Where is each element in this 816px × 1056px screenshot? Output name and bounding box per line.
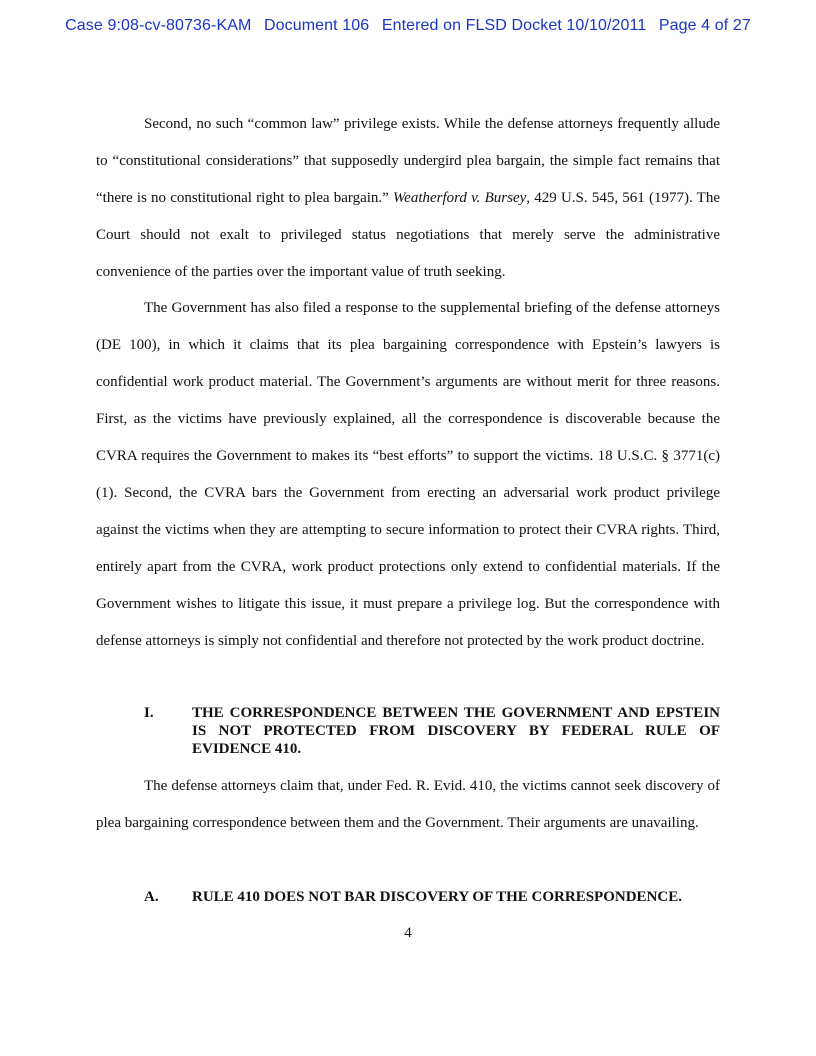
case-citation: Weatherford v. Bursey <box>393 190 527 206</box>
docket-header <box>0 17 816 35</box>
case-number: Case 9:08-cv-80736-KAM <box>65 17 252 34</box>
section-number: I. <box>144 705 154 721</box>
page-number: 4 <box>404 925 412 941</box>
document-number: Document 106 <box>264 17 370 34</box>
paragraph-text: Second, no such “common law” privilege exists. While the defense attorneys frequently allude to “constitutional considerations” that supposedly undergird plea bargain, the simple fact remains that “there is no constitutional right to plea bargain.” <box>96 116 720 206</box>
subsection-letter: A. <box>144 889 159 905</box>
subsection-title: RULE 410 DOES NOT BAR DISCOVERY OF THE CORRESPONDENCE. <box>192 889 682 905</box>
paragraph-government-response: The Government has also filed a response to the supplemental briefing of the defense attorneys (DE 100), in which it claims that its plea bargaining correspondence with Epstein’s lawyers is confidential work product material. The Government’s arguments are without merit for three reasons. First, as the victims have previously explained, all the correspondence is discoverable because the CVRA requires the Government to makes its “best efforts” to support the victims. 18 U.S.C. § 3771(c)(1). Second, the CVRA bars the Government from erecting an adversarial work product privilege against the victims when they are attempting to secure information to protect their CVRA rights. Third, entirely apart from the CVRA, work product protections only extend to confidential materials. If the Government wishes to litigate this issue, it must prepare a privilege log. But the correspondence with defense attorneys is simply not confidential and therefore not protected by the work product doctrine. <box>96 300 720 649</box>
paragraph-text: , 429 U.S. 545, 561 (1977). The Court should not exalt to privileged status negotiations that merely serve the administrative convenience of the parties over the important value of truth seeking. <box>96 190 720 280</box>
paragraph-defense-claim: The defense attorneys claim that, under Fed. R. Evid. 410, the victims cannot seek discovery of plea bargaining correspondence between them and the Government. Their arguments are unavailing. <box>96 778 720 831</box>
section-title: THE CORRESPONDENCE BETWEEN THE GOVERNMENT AND EPSTEIN IS NOT PROTECTED FROM DISCOVERY BY FEDERAL RULE OF EVIDENCE 410. <box>192 705 720 757</box>
subsection-heading-a <box>144 888 720 906</box>
docket-entry: Entered on FLSD Docket 10/10/2011 <box>381 17 647 34</box>
paragraph-no-common-law-privilege <box>96 106 720 291</box>
page-of-total: Page 4 of 27 <box>658 17 751 34</box>
section-heading-i <box>144 704 720 758</box>
